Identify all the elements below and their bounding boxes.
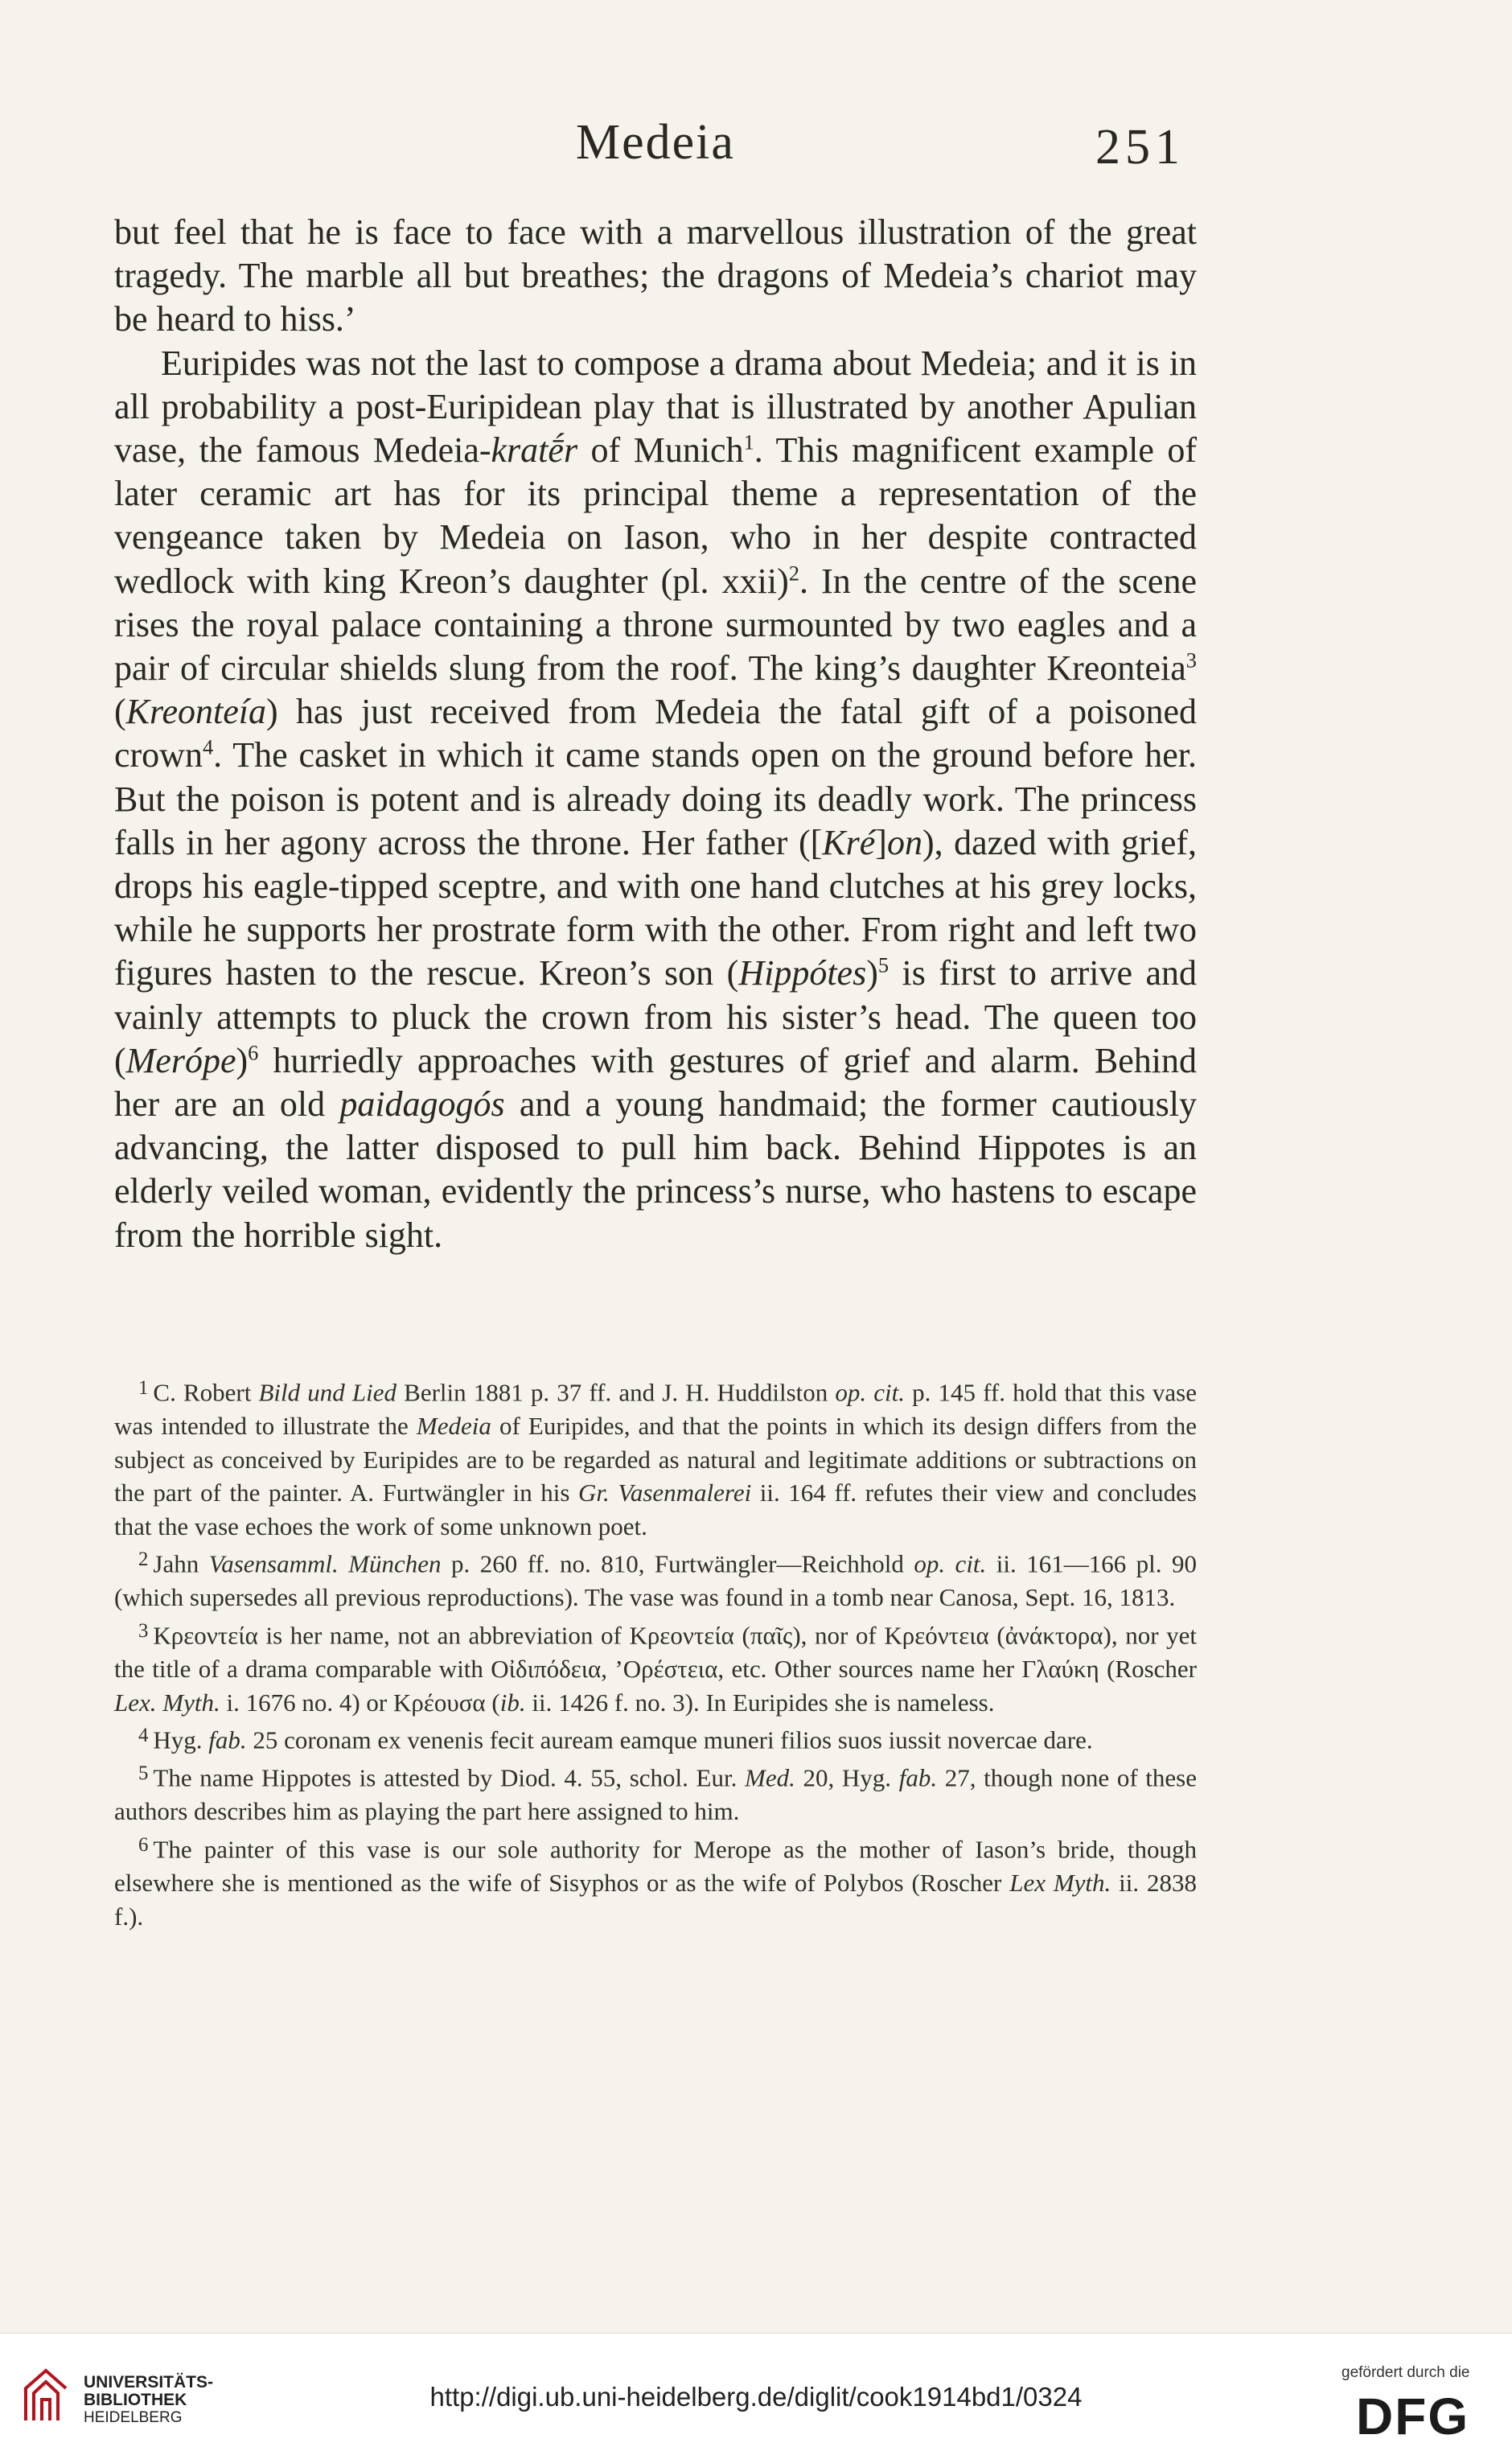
running-title: Medeia: [576, 115, 735, 170]
paragraph-2: Euripides was not the last to compose a drama about Medeia; and it is in all probability a post-Euripidean play that is illustrated by another Apulian vase, the famous Medeia-kratḗr of Munich$^1$. This magnificent example of later ceramic art has for its principal theme a representation of the vengeance taken by Medeia on Iason, who in her despite contracted wedlock with king Kreon’s daughter (pl. xxii)$^2$. In the centre of the scene rises the royal palace containing a throne surmounted by two eagles and a pair of circular shields slung from the roof. The king’s daughter Kreonteia$^3$ (Kreonteía) has just received from Medeia the fatal gift of a poisoned crown$^4$. The casket in which it came stands open on the ground before her. But the poison is potent and is already doing its deadly work. The princess falls in her agony across the throne. Her father ([Kré]on), dazed with grief, drops his eagle-tipped sceptre, and with one hand clutches at his grey locks, while he supports her prostrate form with the other. From right and left two figures hasten to the rescue. Kreon’s son (Hippótes)$^5$ is first to arrive and vainly attempts to pluck the crown from his sister’s head. The queen too (Merópe)$^6$ hurriedly approaches with gestures of grief and alarm. Behind her are an old paidagogós and a young handmaid; the former cautiously advancing, the latter disposed to pull him back. Behind Hippotes is an elderly veiled woman, evidently the princess’s nurse, who hastens to escape from the horrible sight.: [114, 343, 1198, 1255]
page-url-link[interactable]: http://digi.ub.uni-heidelberg.de/diglit/cook1914bd1/0324: [429, 2382, 1083, 2412]
library-name: UNIVERSITÄTS- BIBLIOTHEK HEIDELBERG: [84, 2373, 214, 2426]
footnote-ref-2: 2: [788, 560, 799, 585]
viewer-footer: [0, 2333, 1512, 2447]
paragraph-1: but feel that he is face to face with a marvellous illustration of the great tragedy. The marble all but breathes; the dragons of Medeia’s chariot may be heard to hiss.’: [114, 212, 1197, 339]
footnote-1: $^1$ C. Robert Bild und Lied Berlin 1881 p. 37 ff. and J. H. Huddilston op. cit. p. 145 ff. hold that this vase was intended to illustrate the Medeia of Euripides, and that the points in which its design differs from the subject as conceived by Euripides are to be regarded as natural and legitimate additions or subtractions on the part of the painter. A. Furtwängler in his Gr. Vasenmalerei ii. 164 ff. refutes their view and concludes that the vase echoes the work of some unknown poet.: [114, 1377, 1197, 1540]
funded-by-label: gefördert durch die: [1341, 2364, 1470, 2381]
footnote-ref-4: 4: [202, 734, 214, 759]
footnote-ref-6: 6: [248, 1040, 259, 1065]
footnote-3: $^3$ Κρεοντεία is her name, not an abbreviation of Κρεοντεία (παῖς), nor of Κρεόντεια (ἀνάκτορα), nor yet the title of a drama comparable with Οἰδιπόδεια, ’Ορέστεια, etc. Other sources name her Γλαύκη (Roscher Lex. Myth. i. 1676 no. 4) or Κρέουσα (ib. ii. 1426 f. no. 3). In Euripides she is nameless.: [114, 1619, 1197, 1717]
main-text: [114, 211, 1197, 1257]
footnote-2: $^2$ Jahn Vasensamml. München p. 260 ff. no. 810, Furtwängler—Reichhold op. cit. ii. 161—166 pl. 90 (which supersedes all previous reproductions). The vase was found in a tomb near Canosa, Sept. 16, 1813.: [114, 1548, 1197, 1612]
footnote-ref-3: 3: [1185, 648, 1197, 672]
footnotes: [114, 1372, 1197, 1933]
footnote-ref-5: 5: [877, 952, 890, 977]
footnote-ref-1: 1: [743, 430, 754, 454]
footnote-4: $^4$ Hyg. fab. 25 coronam ex venenis fecit auream eamque muneri filios suos iussit novercae dare.: [138, 1725, 1093, 1754]
dfg-logo[interactable]: DFG: [1356, 2387, 1470, 2445]
footnote-5: $^5$ The name Hippotes is attested by Diod. 4. 55, schol. Eur. Med. 20, Hyg. fab. 27, though none of these authors describes him as playing the part here assigned to him.: [114, 1762, 1198, 1826]
page-number: 251: [1095, 120, 1185, 175]
footnote-6: $^6$ The painter of this vase is our sole authority for Merope as the mother of Iason’s bride, though elsewhere she is mentioned as the wife of Sisyphos or as the wife of Polybos (Roscher Lex Myth. ii. 2838 f.).: [114, 1833, 1197, 1931]
page-header: [0, 114, 1512, 179]
